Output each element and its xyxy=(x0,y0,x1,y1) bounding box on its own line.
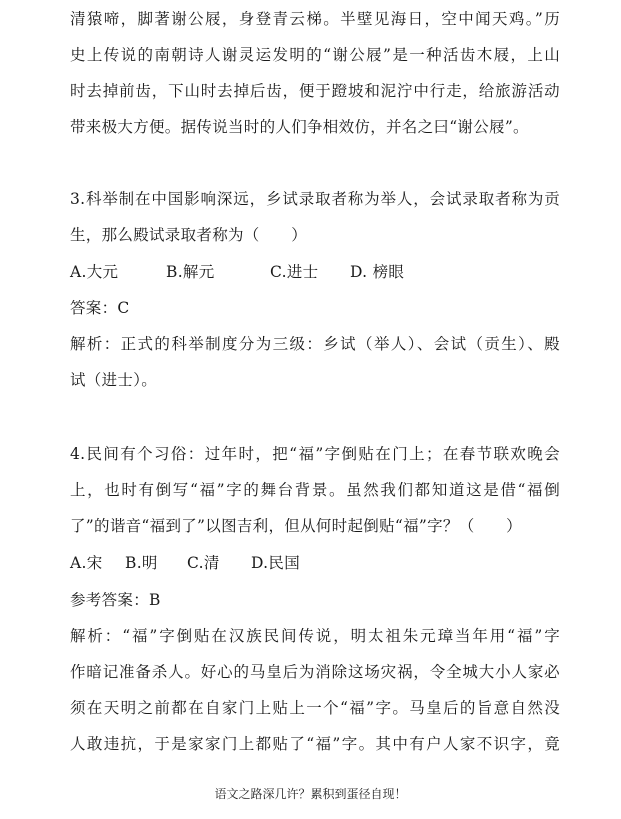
q4-stem-line-3: 了”的谐音“福到了”以图吉利，但从何时起倒贴“福”字？（ ） xyxy=(70,517,522,535)
q3-analysis-line-2: 试（进士）。 xyxy=(70,371,158,389)
q3-option-b: B.解元 xyxy=(166,263,215,281)
q3-option-d: D. 榜眼 xyxy=(350,263,405,281)
q3-option-c: C.进士 xyxy=(270,263,319,281)
q4-option-d: D.民国 xyxy=(251,554,301,572)
intro-line-2: 史上传说的南朝诗人谢灵运发明的“谢公屐”是一种活齿木屐，上山 xyxy=(70,46,560,64)
q3-stem-line-1: 3.科举制在中国影响深远，乡试录取者称为举人，会试录取者称为贡 xyxy=(70,190,560,208)
q4-option-a: A.宋 xyxy=(70,554,103,572)
q4-option-c: C.清 xyxy=(187,554,220,572)
intro-line-3: 时去掉前齿，下山时去掉后齿，便于蹬坡和泥泞中行走，给旅游活动 xyxy=(70,82,560,100)
q4-answer: 参考答案：B xyxy=(70,591,161,609)
intro-line-4: 带来极大方便。据传说当时的人们争相效仿，并名之曰“谢公屐”。 xyxy=(70,118,529,136)
q4-analysis-line-3: 须在天明之前都在自家门上贴上一个“福”字。马皇后的旨意自然没 xyxy=(70,699,560,717)
q4-stem-line-1: 4.民间有个习俗：过年时，把“福”字倒贴在门上；在春节联欢晚会 xyxy=(70,445,560,463)
q4-analysis-line-1: 解析：“福”字倒贴在汉族民间传说，明太祖朱元璋当年用“福”字 xyxy=(70,627,560,645)
page-footer: 语文之路深几许？累积到蛋径自现！ xyxy=(214,787,407,801)
q4-options xyxy=(70,553,560,573)
q4-analysis-line-4: 人敢违抗，于是家家门上都贴了“福”字。其中有户人家不识字，竟 xyxy=(70,735,560,753)
q4-stem-line-2: 上，也时有倒写“福”字的舞台背景。虽然我们都知道这是借“福倒 xyxy=(70,481,560,499)
intro-line-1: 清猿啼，脚著谢公屐，身登青云梯。半壁见海日，空中闻天鸡。”历 xyxy=(70,10,560,28)
q3-answer: 答案：C xyxy=(70,299,130,317)
q3-analysis-line-1: 解析：正式的科举制度分为三级：乡试（举人）、会试（贡生）、殿 xyxy=(70,335,560,353)
q3-options xyxy=(70,262,560,282)
q4-analysis-line-2: 作暗记准备杀人。好心的马皇后为消除这场灾祸，令全城大小人家必 xyxy=(70,663,560,681)
q3-stem-line-2: 生，那么殿试录取者称为（ ） xyxy=(70,226,308,244)
q4-option-b: B.明 xyxy=(125,554,158,572)
q3-option-a: A.大元 xyxy=(70,263,119,281)
